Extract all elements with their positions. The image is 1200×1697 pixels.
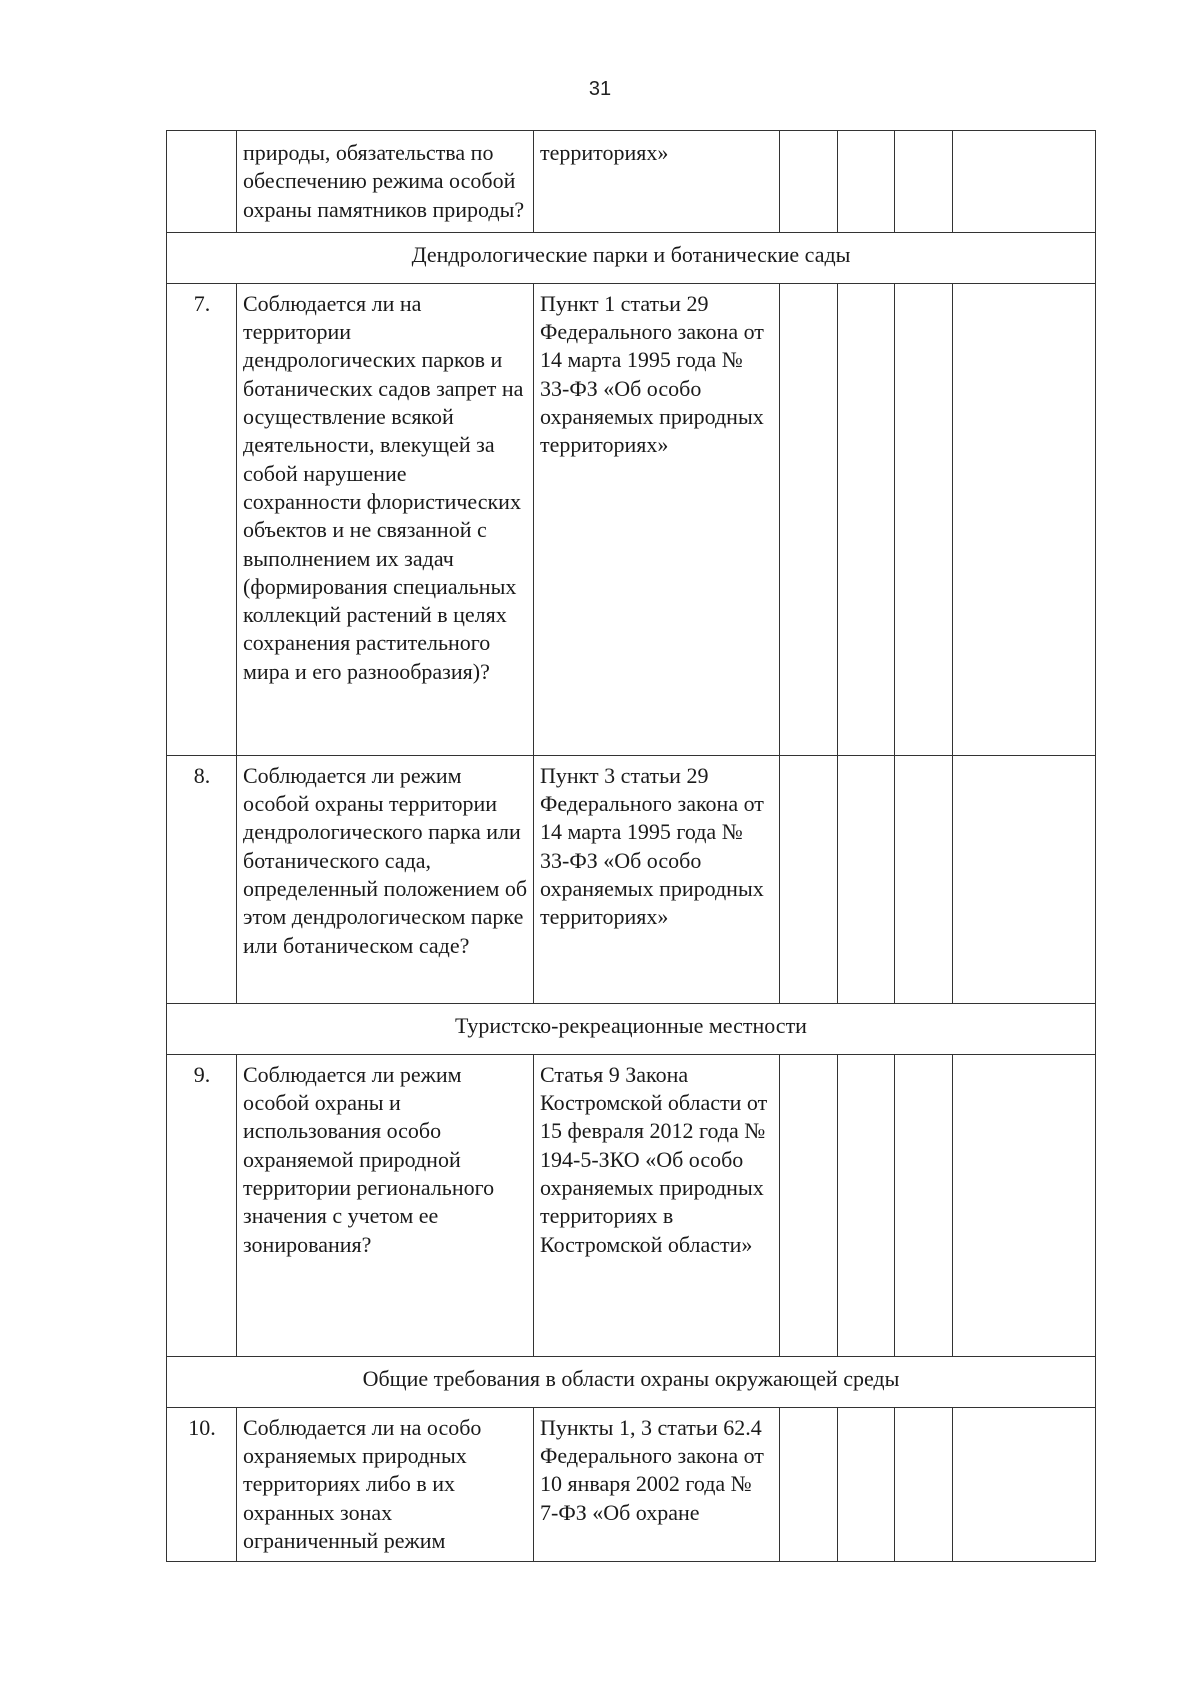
answer-cell-no xyxy=(838,283,895,755)
page-number: 31 xyxy=(588,78,612,100)
table-row xyxy=(167,283,1096,755)
section-header-row xyxy=(167,1356,1096,1407)
answer-cell-na xyxy=(895,1407,953,1561)
answer-cell-no xyxy=(838,131,895,233)
comment-cell xyxy=(953,1054,1096,1356)
answer-cell-yes xyxy=(780,131,838,233)
item-number: 9. xyxy=(167,1054,237,1356)
answer-cell-no xyxy=(838,1054,895,1356)
table-row xyxy=(167,1407,1096,1561)
item-number: 8. xyxy=(167,755,237,1003)
answer-cell-yes xyxy=(780,1054,838,1356)
answer-cell-yes xyxy=(780,1407,838,1561)
comment-cell xyxy=(953,1407,1096,1561)
checklist-table xyxy=(166,130,1096,1562)
answer-cell-na xyxy=(895,755,953,1003)
answer-cell-na xyxy=(895,1054,953,1356)
comment-cell xyxy=(953,283,1096,755)
item-number xyxy=(167,131,237,233)
table-row xyxy=(167,755,1096,1003)
comment-cell xyxy=(953,131,1096,233)
section-title: Общие требования в области охраны окружающей среды xyxy=(167,1356,1096,1407)
table-row xyxy=(167,1054,1096,1356)
item-number: 10. xyxy=(167,1407,237,1561)
answer-cell-no xyxy=(838,755,895,1003)
item-question: Соблюдается ли на территории дендрологических парков и ботанических садов запрет на осуществление всякой деятельности, влекущей за собой нарушение сохранности флористических объектов и не связанной с выполнением их задач (формирования специальных коллекций растений в целях сохранения растительного мира и его разнообразия)? xyxy=(237,283,534,755)
section-header-row xyxy=(167,232,1096,283)
item-number: 7. xyxy=(167,283,237,755)
answer-cell-yes xyxy=(780,755,838,1003)
item-legal-reference: Пункт 3 статьи 29 Федерального закона от 14 марта 1995 года № 33-ФЗ «Об особо охраняемых природных территориях» xyxy=(534,755,780,1003)
item-legal-reference: Пункты 1, 3 статьи 62.4 Федерального закона от 10 января 2002 года № 7-ФЗ «Об охране xyxy=(534,1407,780,1561)
answer-cell-no xyxy=(838,1407,895,1561)
section-header-row xyxy=(167,1003,1096,1054)
item-question: Соблюдается ли режим особой охраны территории дендрологического парка или ботанического сада, определенный положением об этом дендрологическом парке или ботаническом саде? xyxy=(237,755,534,1003)
table-row xyxy=(167,131,1096,233)
section-title: Туристско-рекреационные местности xyxy=(167,1003,1096,1054)
item-legal-reference: территориях» xyxy=(534,131,780,233)
item-question: природы, обязательства по обеспечению режима особой охраны памятников природы? xyxy=(237,131,534,233)
item-question: Соблюдается ли режим особой охраны и использования особо охраняемой природной территории регионального значения с учетом ее зонирования? xyxy=(237,1054,534,1356)
item-legal-reference: Пункт 1 статьи 29 Федерального закона от 14 марта 1995 года № 33-ФЗ «Об особо охраняемых природных территориях» xyxy=(534,283,780,755)
comment-cell xyxy=(953,755,1096,1003)
item-question: Соблюдается ли на особо охраняемых природных территориях либо в их охранных зонах ограниченный режим xyxy=(237,1407,534,1561)
item-legal-reference: Статья 9 Закона Костромской области от 15 февраля 2012 года № 194-5-ЗКО «Об особо охраняемых природных территориях в Костромской области» xyxy=(534,1054,780,1356)
answer-cell-na xyxy=(895,131,953,233)
answer-cell-na xyxy=(895,283,953,755)
answer-cell-yes xyxy=(780,283,838,755)
section-title: Дендрологические парки и ботанические сады xyxy=(167,232,1096,283)
